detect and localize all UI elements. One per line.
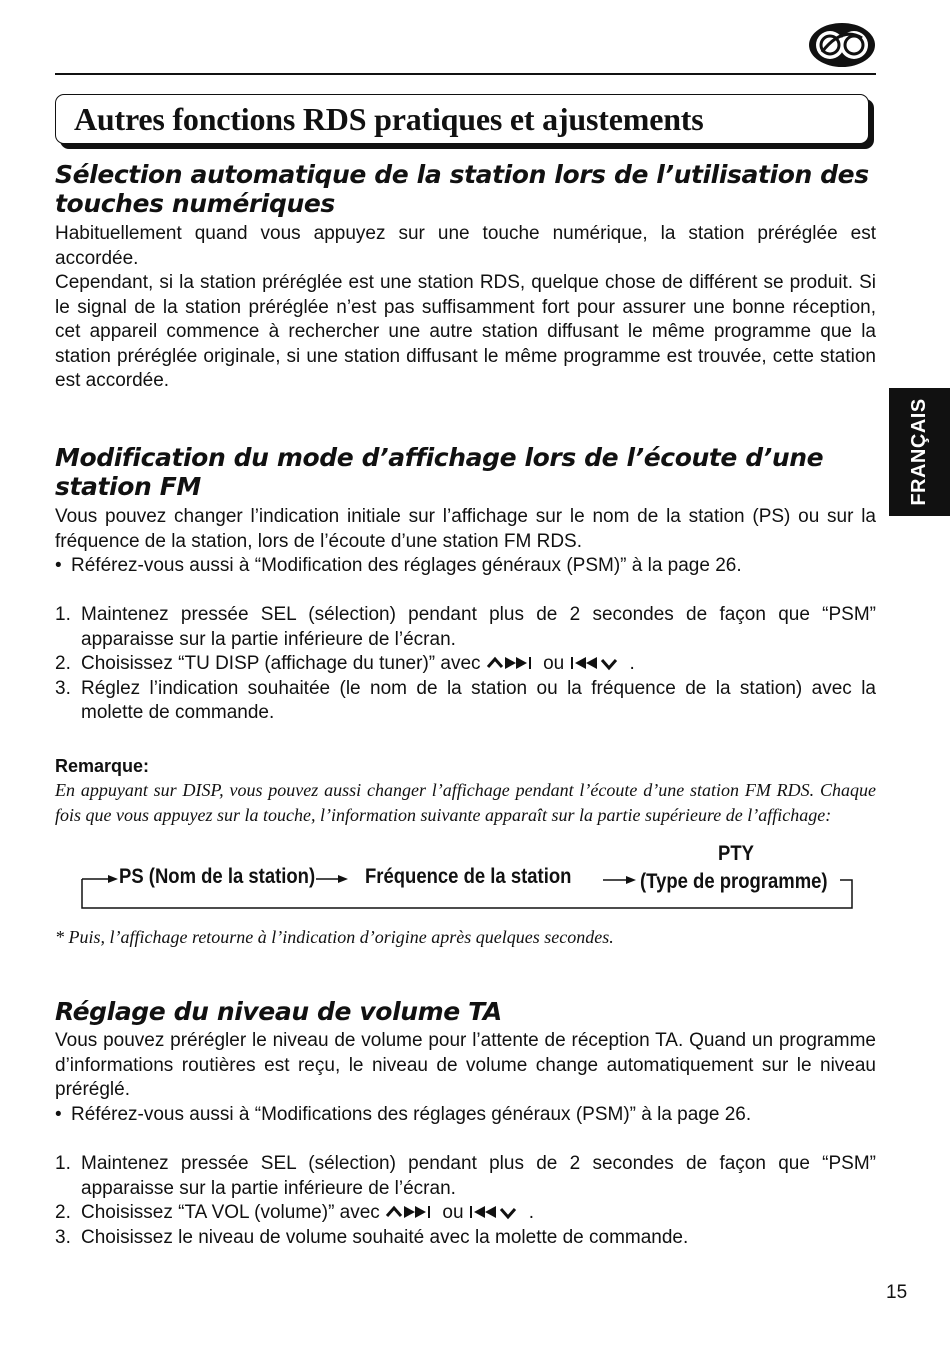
- flow-item-pty: PTY: [718, 842, 754, 865]
- section3-bullet: [55, 1103, 876, 1128]
- step-text: Choisissez “TA VOL (volume)” avec: [81, 1202, 380, 1224]
- section3-heading: Réglage du niveau de volume TA: [55, 997, 502, 1026]
- flow-item-frequency: Fréquence de la station: [365, 865, 572, 888]
- page-number: 15: [886, 1282, 908, 1303]
- remark-label: Remarque:: [55, 756, 150, 776]
- section1-heading: Sélection automatique de la station lors de l’utilisation des touches numériques: [55, 160, 869, 218]
- language-tab-label: FRANÇAIS: [908, 398, 930, 506]
- step-number: 2.: [55, 1202, 71, 1224]
- flow-item-ps: PS (Nom de la station): [119, 865, 316, 888]
- step-number: 1.: [55, 604, 71, 625]
- section2-step-1: [55, 603, 876, 652]
- step-text: ou: [442, 1202, 464, 1224]
- bullet-dot: •: [55, 1104, 62, 1125]
- header-rule: [55, 73, 876, 75]
- prev-down-icon: [469, 1203, 529, 1221]
- step-text: .: [629, 653, 635, 675]
- section2-intro: Vous pouvez changer l’indication initiale sur l’affichage sur le nom de la station (PS) ou sur la fréquence de la station, lors de l’écoute d’une station FM RDS.: [55, 506, 876, 552]
- section3-step-2: [55, 1201, 876, 1226]
- step-text: Choisissez “TU DISP (affichage du tuner)” avec: [81, 653, 481, 675]
- page-title-box: [55, 94, 869, 144]
- section2-step-2: [55, 652, 876, 677]
- footnote: * Puis, l’affichage retourne à l’indication d’origine après quelques secondes.: [55, 927, 614, 947]
- step-number: 1.: [55, 1153, 71, 1174]
- up-next-icon: [486, 654, 538, 672]
- section2-bullet: [55, 554, 876, 579]
- section3-step-1: [55, 1152, 876, 1201]
- step-text: ou: [543, 653, 565, 675]
- section3-intro: Vous pouvez prérégler le niveau de volume pour l’attente de réception TA. Quand un programme d’informations routières est reçu, le niveau de volume change automatiquement sur le niveau préréglé.: [55, 1030, 876, 1101]
- language-tab: [889, 388, 950, 516]
- page-title: Autres fonctions RDS pratiques et ajustements: [74, 101, 704, 137]
- step-text: Choisissez le niveau de volume souhaité avec la molette de commande.: [81, 1226, 689, 1248]
- section2-step-3: [55, 677, 876, 726]
- section1-paragraph-2: Cependant, si la station préréglée est une station RDS, quelque chose de différent se produit. Si le signal de la station préréglée n’est pas suffisamment fort pour assurer une bonne réception, cet appareil commence à rechercher une autre station diffusant le même programme que la station préréglée originale, si une station diffusant le même programme est trouvée, cette station est accordée.: [55, 272, 876, 392]
- flow-item-pty-desc: (Type de programme): [640, 870, 828, 893]
- section3-bullet-text: Référez-vous aussi à “Modifications des réglages généraux (PSM)” à la page 26.: [71, 1104, 752, 1125]
- prev-down-icon: [570, 654, 630, 672]
- section3-steps: [55, 1152, 876, 1250]
- remark-text: En appuyant sur DISP, vous pouvez aussi changer l’affichage pendant l’écoute d’une station FM RDS. Chaque fois que vous appuyez sur la touche, l’information suivante apparaît sur la partie supérieure de l’affichage:: [55, 780, 876, 825]
- step-text: .: [528, 1202, 535, 1224]
- section2-steps: [55, 603, 876, 726]
- display-cycle-diagram: [80, 842, 855, 912]
- up-next-icon: [385, 1203, 437, 1221]
- disc-logo-icon: [808, 22, 876, 68]
- section1-paragraph-1: Habituellement quand vous appuyez sur une touche numérique, la station préréglée est accordée.: [55, 223, 876, 269]
- section3-step-3: [55, 1226, 876, 1251]
- bullet-dot: •: [55, 555, 62, 576]
- step-text: Maintenez pressée SEL (sélection) pendant plus de 2 secondes de façon que “PSM” apparaisse sur la partie inférieure de l’écran.: [81, 604, 876, 650]
- section2-bullet-text: Référez-vous aussi à “Modification des réglages généraux (PSM)” à la page 26.: [71, 555, 742, 576]
- step-text: Réglez l’indication souhaitée (le nom de la station ou la fréquence de la station) avec la molette de commande.: [81, 677, 876, 724]
- step-number: 3.: [55, 677, 71, 699]
- step-number: 3.: [55, 1226, 71, 1248]
- step-number: 2.: [55, 653, 71, 675]
- section2-heading: Modification du mode d’affichage lors de l’écoute d’une station FM: [55, 443, 824, 501]
- step-text: Maintenez pressée SEL (sélection) pendant plus de 2 secondes de façon que “PSM” apparaisse sur la partie inférieure de l’écran.: [81, 1153, 876, 1199]
